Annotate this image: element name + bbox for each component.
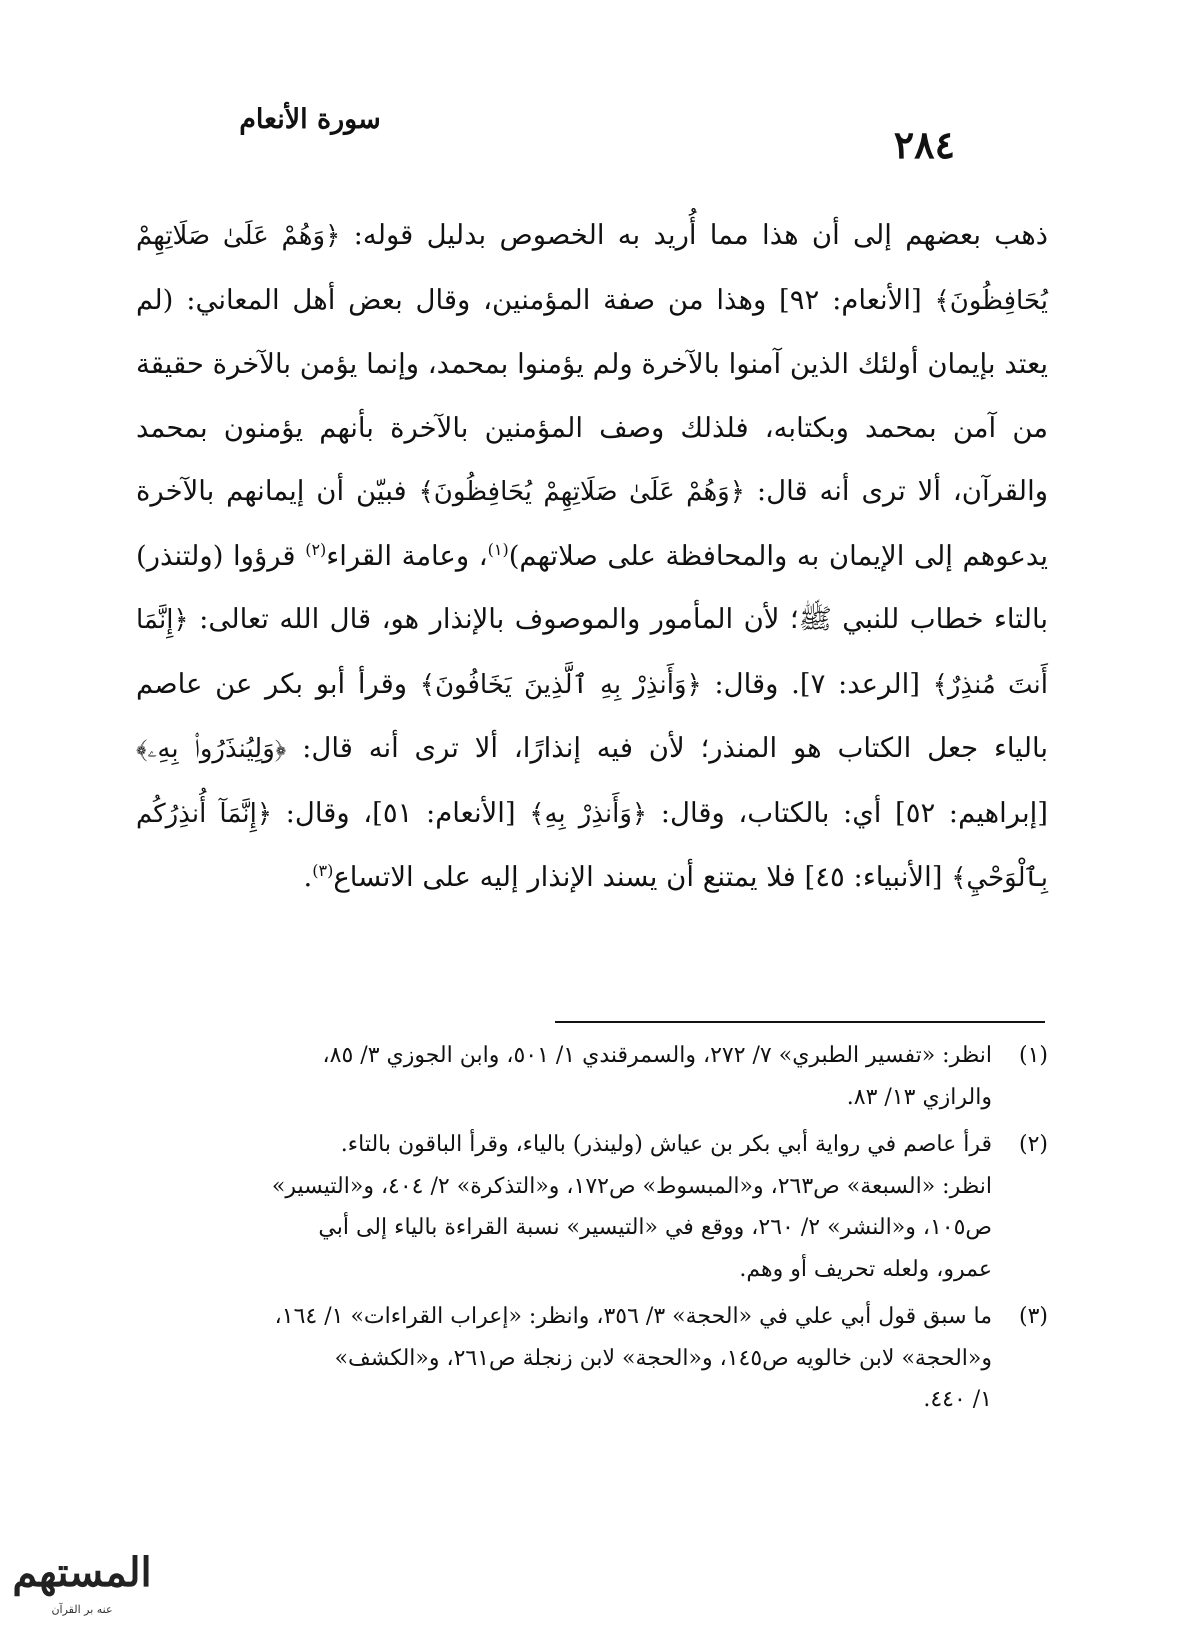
footnote-body (130, 1296, 992, 1421)
logo-text: المستهم (12, 1549, 152, 1596)
main-text (136, 204, 1048, 911)
footnote (130, 1124, 1048, 1290)
footnote-line: و«الحجة» لابن خالويه ص١٤٥، و«الحجة» لابن زنجلة ص٢٦١، و«الكشف» (334, 1345, 992, 1371)
text-segment: قرؤوا (ولتنذر) بالتاء خطاب للنبي ﷺ؛ لأن المأمور والموصوف بالإنذار هو، قال الله تعالى: (136, 539, 1048, 635)
footnote-ref: (٣) (312, 860, 334, 880)
text-segment: فبيّن أن إيمانهم بالآخرة يدعوهم إلى الإيمان به والمحافظة على صلاتهم) (136, 475, 1049, 572)
footnote-body (130, 1124, 992, 1290)
quran-verse: ﴿إِنَّمَآ أُنذِرُكُم بِٱلْوَحْيِ﴾ (136, 798, 1048, 893)
text-segment: [الأنعام: ٥١]، وقال: (272, 796, 530, 829)
text-segment: ، وعامة القراء (326, 539, 488, 572)
footnote-line: عمرو، ولعله تحريف أو وهم. (739, 1256, 992, 1282)
text-segment: [الأنعام: ٩٢] وهذا من صفة المؤمنين، وقال بعض أهل المعاني: (لم يعتد بإيمان أولئك الذين آمنوا بالآخرة ولم يؤمنوا بمحمد، وإنما يؤمن بالآخرة حقيقة من آمن بمحمد وبكتابه، فلذلك وصف المؤمنين بالآخرة بأنهم يؤمنون بمحمد والقرآن، ألا ترى أنه قال: (136, 283, 1048, 507)
footnote-separator (555, 1021, 1045, 1023)
footnote (130, 1296, 1048, 1421)
page-number: ٢٨٤ (893, 122, 955, 167)
text-segment: [إبراهيم: ٥٢] أي: بالكتاب، وقال: (647, 796, 1049, 829)
publisher-logo (12, 1545, 152, 1640)
footnote-number: (١) (1018, 1043, 1048, 1068)
quran-verse: ﴿وَهُمْ عَلَىٰ صَلَاتِهِمْ يُحَافِظُونَ﴾ (136, 221, 1048, 316)
footnote-ref: (١) (487, 539, 509, 559)
text-segment: . (303, 861, 313, 893)
footnote-line: انظر: «تفسير الطبري» ٧/ ٢٧٢، والسمرقندي ١/ ٥٠١، وابن الجوزي ٣/ ٨٥، (322, 1043, 992, 1068)
text-segment: [الأنبياء: ٤٥] فلا يمتنع أن يسند الإنذار إليه على الاتساع (333, 861, 952, 893)
footnote-line: انظر: «السبعة» ص٢٦٣، و«المبسوط» ص١٧٢، و«التذكرة» ٢/ ٤٠٤، و«التيسير» (271, 1173, 992, 1199)
quran-verse: ﴿وَهُمْ عَلَىٰ صَلَاتِهِمْ يُحَافِظُونَ﴾ (418, 477, 745, 507)
logo-subtext: عنه بر القرآن (51, 1603, 113, 1616)
footnote-line: ما سبق قول أبي علي في «الحجة» ٣/ ٣٥٦، وانظر: «إعراب القراءات» ١/ ١٦٤، (274, 1304, 992, 1329)
footnote-body (130, 1035, 992, 1118)
footnote-line: ص١٠٥، و«النشر» ٢/ ٢٦٠، ووقع في «التيسير» نسبة القراءة بالياء إلى أبي (318, 1215, 992, 1240)
footnote-number: (٣) (1018, 1304, 1048, 1329)
footnote-line: ١/ ٤٤٠. (923, 1387, 992, 1412)
quran-verse: ﴿وَأَنذِرْ بِهِ﴾ (529, 798, 648, 829)
footnote-ref: (٢) (305, 539, 327, 559)
text-segment: ذهب بعضهم إلى أن هذا مما أُريد به الخصوص بدليل قوله: (340, 219, 1048, 251)
footnote-line: والرازي ١٣/ ٨٣. (846, 1084, 992, 1110)
footnote-number: (٢) (1018, 1132, 1048, 1157)
footnotes (130, 1035, 1048, 1427)
footnote-line: قرأ عاصم في رواية أبي بكر بن عياش (ولينذر) بالياء، وقرأ الباقون بالتاء. (340, 1132, 992, 1157)
quran-verse: ﴿وَلِيُنذَرُوا۟ بِهِۦ﴾ (136, 734, 287, 764)
footnote (130, 1035, 1048, 1118)
text-segment: [الرعد: ٧]. وقال: (701, 667, 933, 700)
quran-verse: ﴿وَأَنذِرْ بِهِ ٱلَّذِينَ يَخَافُونَ﴾ (419, 669, 702, 700)
surah-title: سورة الأنعام (239, 104, 381, 135)
quran-verse: ﴿إِنَّمَا أَنتَ مُنذِرٌ﴾ (136, 605, 1048, 700)
text-segment: وقرأ أبو بكر عن عاصم بالياء جعل الكتاب هو المنذر؛ لأن فيه إنذارًا، ألا ترى أنه قال: (136, 667, 1048, 764)
